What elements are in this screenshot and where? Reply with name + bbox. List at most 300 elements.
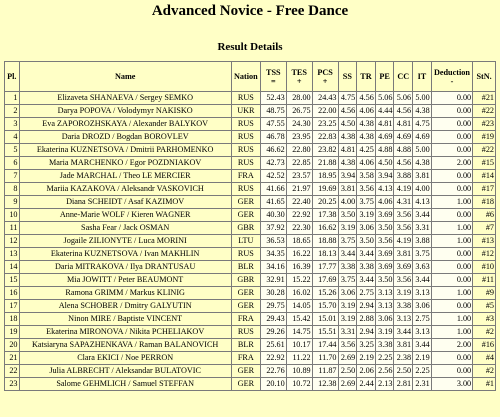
cell-place: 20 [5,339,20,352]
cell-pcs: 22.00 [312,105,338,118]
cell-cc: 3.19 [394,287,413,300]
cell-place: 19 [5,326,20,339]
cell-it: 4.75 [413,118,432,131]
cell-name: Julia ALBRECHT / Aleksandar BULATOVIC [19,365,231,378]
cell-nation: BLR [231,339,260,352]
col-header-deduction-label: Deduction [433,67,470,77]
cell-pe: 4.81 [375,118,394,131]
cell-deduction: 0.00 [431,365,472,378]
cell-pcs: 15.51 [312,326,338,339]
cell-tes: 24.30 [286,118,312,131]
cell-pcs: 15.70 [312,300,338,313]
page-subtitle: Result Details [217,41,283,53]
cell-ss: 3.75 [338,235,357,248]
table-row [5,248,496,261]
cell-pe: 4.50 [375,157,394,170]
cell-tss: 25.61 [260,339,286,352]
cell-ss: 3.81 [338,183,357,196]
cell-name: Ekaterina MIRONOVA / Nikita PCHELIAKOV [19,326,231,339]
cell-place: 6 [5,157,20,170]
cell-tes: 22.40 [286,196,312,209]
cell-deduction: 1.00 [431,235,472,248]
cell-tss: 46.78 [260,131,286,144]
cell-it: 4.38 [413,105,432,118]
cell-cc: 2.81 [394,378,413,391]
cell-tes: 15.22 [286,274,312,287]
cell-tr: 4.38 [357,118,376,131]
cell-start-number: #17 [473,183,496,196]
cell-place: 22 [5,365,20,378]
cell-name: Eva ZAPOROZHSKAYA / Alexander BALYKOV [19,118,231,131]
cell-pe: 4.06 [375,196,394,209]
results-table [4,61,496,391]
cell-name: Ramona GRIMM / Markus KLINIG [19,287,231,300]
cell-deduction: 1.00 [431,313,472,326]
cell-nation: GER [231,378,260,391]
cell-tes: 10.72 [286,378,312,391]
cell-pe: 3.94 [375,170,394,183]
cell-tes: 16.02 [286,287,312,300]
cell-tss: 42.52 [260,170,286,183]
cell-tss: 41.65 [260,196,286,209]
cell-it: 3.63 [413,261,432,274]
cell-name: Sasha Fear / Jack OSMAN [19,222,231,235]
results-body [5,92,496,391]
table-row [5,339,496,352]
cell-tr: 2.06 [357,365,376,378]
cell-pcs: 17.77 [312,261,338,274]
cell-ss: 3.19 [338,222,357,235]
col-header-ss: SS [338,62,357,92]
cell-nation: FRA [231,352,260,365]
cell-pe: 2.25 [375,352,394,365]
cell-ss: 3.50 [338,209,357,222]
cell-tes: 11.22 [286,352,312,365]
cell-tss: 20.10 [260,378,286,391]
cell-tss: 32.91 [260,274,286,287]
cell-tr: 2.75 [357,287,376,300]
table-row [5,222,496,235]
cell-it: 3.75 [413,248,432,261]
cell-place: 12 [5,235,20,248]
cell-pcs: 17.38 [312,209,338,222]
cell-cc: 2.38 [394,352,413,365]
cell-tss: 22.92 [260,352,286,365]
table-row [5,209,496,222]
cell-tes: 22.92 [286,209,312,222]
cell-tss: 40.30 [260,209,286,222]
cell-nation: GER [231,196,260,209]
cell-cc: 3.69 [394,261,413,274]
cell-start-number: #2 [473,365,496,378]
cell-cc: 4.69 [394,131,413,144]
cell-tes: 10.17 [286,339,312,352]
cell-pe: 3.13 [375,300,394,313]
cell-it: 3.44 [413,339,432,352]
cell-pcs: 15.01 [312,313,338,326]
cell-it: 3.13 [413,287,432,300]
cell-tss: 29.43 [260,313,286,326]
cell-tr: 3.44 [357,248,376,261]
cell-nation: RUS [231,183,260,196]
cell-tss: 34.35 [260,248,286,261]
cell-tss: 36.53 [260,235,286,248]
cell-pe: 4.69 [375,131,394,144]
cell-it: 5.00 [413,144,432,157]
cell-cc: 3.56 [394,209,413,222]
cell-nation: RUS [231,118,260,131]
cell-ss: 4.00 [338,196,357,209]
cell-nation: GBR [231,274,260,287]
cell-place: 10 [5,209,20,222]
cell-it: 3.81 [413,170,432,183]
cell-cc: 3.81 [394,339,413,352]
cell-ss: 4.75 [338,92,357,105]
col-header-stn: StN. [473,62,496,92]
col-header-nation: Nation [231,62,260,92]
cell-start-number: #1 [473,378,496,391]
cell-place: 7 [5,170,20,183]
cell-place: 14 [5,261,20,274]
cell-cc: 3.56 [394,274,413,287]
cell-cc: 4.19 [394,183,413,196]
col-header-pl: Pl. [5,62,20,92]
cell-pcs: 15.26 [312,287,338,300]
cell-nation: RUS [231,131,260,144]
table-row [5,261,496,274]
cell-start-number: #9 [473,287,496,300]
cell-pe: 4.13 [375,183,394,196]
col-header-it: IT [413,62,432,92]
col-header-deduction [431,62,472,92]
cell-start-number: #23 [473,118,496,131]
cell-name: Clara EKICI / Noe PERRON [19,352,231,365]
cell-tes: 23.95 [286,131,312,144]
table-row [5,378,496,391]
cell-pcs: 12.38 [312,378,338,391]
cell-cc: 3.81 [394,248,413,261]
cell-it: 4.38 [413,157,432,170]
cell-tss: 48.75 [260,105,286,118]
cell-pcs: 17.44 [312,339,338,352]
cell-it: 2.19 [413,352,432,365]
col-header-tss-op: = [270,76,276,86]
cell-place: 17 [5,300,20,313]
cell-place: 11 [5,222,20,235]
cell-ss: 3.38 [338,261,357,274]
cell-ss: 2.50 [338,365,357,378]
cell-deduction: 2.00 [431,339,472,352]
cell-place: 4 [5,131,20,144]
cell-cc: 3.13 [394,313,413,326]
cell-start-number: #13 [473,235,496,248]
col-header-pcs-op: + [322,76,328,86]
cell-nation: GER [231,209,260,222]
cell-nation: GER [231,287,260,300]
cell-pe: 3.19 [375,326,394,339]
cell-name: Darya POPOVA / Volodymyr NAKISKO [19,105,231,118]
cell-pcs: 11.70 [312,352,338,365]
cell-name: Alena SCHOBER / Dmitry GALYUTIN [19,300,231,313]
cell-tes: 16.22 [286,248,312,261]
cell-ss: 3.19 [338,300,357,313]
table-row [5,131,496,144]
col-header-tr: TR [357,62,376,92]
cell-tes: 16.39 [286,261,312,274]
cell-tss: 46.62 [260,144,286,157]
cell-tes: 28.00 [286,92,312,105]
cell-pcs: 24.43 [312,92,338,105]
cell-start-number: #19 [473,131,496,144]
table-row [5,287,496,300]
table-row [5,326,496,339]
cell-tr: 3.06 [357,222,376,235]
cell-name: Maria MARCHENKO / Egor POZDNIAKOV [19,157,231,170]
cell-place: 16 [5,287,20,300]
cell-start-number: #11 [473,274,496,287]
table-row [5,157,496,170]
cell-deduction: 2.00 [431,157,472,170]
cell-place: 3 [5,118,20,131]
cell-deduction: 0.00 [431,118,472,131]
cell-pcs: 11.87 [312,365,338,378]
cell-pe: 3.13 [375,287,394,300]
cell-place: 8 [5,183,20,196]
cell-nation: BLR [231,261,260,274]
cell-nation: UKR [231,105,260,118]
cell-deduction: 0.00 [431,248,472,261]
col-header-tss-label: TSS [266,67,281,77]
cell-tr: 4.06 [357,105,376,118]
cell-pcs: 18.88 [312,235,338,248]
cell-start-number: #6 [473,209,496,222]
cell-deduction: 0.00 [431,352,472,365]
cell-deduction: 0.00 [431,300,472,313]
cell-pcs: 19.69 [312,183,338,196]
cell-place: 23 [5,378,20,391]
cell-tr: 2.94 [357,300,376,313]
cell-nation: GBR [231,222,260,235]
col-header-pe: PE [375,62,394,92]
col-header-tss [260,62,286,92]
cell-cc: 4.56 [394,157,413,170]
cell-it: 3.31 [413,222,432,235]
cell-ss: 3.19 [338,313,357,326]
cell-nation: FRA [231,170,260,183]
cell-deduction: 1.00 [431,196,472,209]
cell-deduction: 1.00 [431,287,472,300]
cell-it: 4.00 [413,183,432,196]
cell-pe: 3.56 [375,235,394,248]
cell-tes: 18.65 [286,235,312,248]
cell-deduction: 0.00 [431,274,472,287]
cell-cc: 4.19 [394,235,413,248]
cell-tss: 52.43 [260,92,286,105]
cell-pcs: 17.69 [312,274,338,287]
cell-pcs: 20.25 [312,196,338,209]
cell-name: Diana SCHEIDT / Asaf KAZIMOV [19,196,231,209]
cell-tr: 3.38 [357,261,376,274]
table-row [5,274,496,287]
cell-ss: 4.81 [338,144,357,157]
cell-name: Mariia KAZAKOVA / Aleksandr VASKOVICH [19,183,231,196]
cell-pcs: 23.82 [312,144,338,157]
cell-place: 1 [5,92,20,105]
table-row [5,92,496,105]
cell-cc: 5.06 [394,92,413,105]
cell-deduction: 0.00 [431,144,472,157]
cell-ss: 4.50 [338,118,357,131]
col-header-tes [286,62,312,92]
cell-start-number: #21 [473,92,496,105]
cell-name: Jade MARCHAL / Theo LE MERCIER [19,170,231,183]
cell-pe: 4.44 [375,105,394,118]
cell-start-number: #10 [473,261,496,274]
cell-it: 3.44 [413,209,432,222]
cell-deduction: 0.00 [431,105,472,118]
cell-pe: 3.69 [375,248,394,261]
cell-nation: LTU [231,235,260,248]
cell-tr: 4.06 [357,157,376,170]
cell-start-number: #5 [473,300,496,313]
cell-name: Ekaterina KUZNETSOVA / Ivan MAKHLIN [19,248,231,261]
cell-tes: 23.57 [286,170,312,183]
table-row [5,235,496,248]
cell-start-number: #14 [473,170,496,183]
cell-name: Mia JOWITT / Peter BEAUMONT [19,274,231,287]
cell-tr: 4.25 [357,144,376,157]
cell-nation: RUS [231,157,260,170]
cell-it: 4.69 [413,131,432,144]
cell-cc: 4.56 [394,105,413,118]
cell-tes: 10.89 [286,365,312,378]
cell-tss: 22.76 [260,365,286,378]
cell-cc: 3.38 [394,300,413,313]
cell-pe: 2.13 [375,378,394,391]
cell-tes: 22.30 [286,222,312,235]
cell-start-number: #2 [473,326,496,339]
cell-place: 13 [5,248,20,261]
cell-tr: 3.75 [357,196,376,209]
cell-name: Katsiaryna SAPAZHENKAVA / Raman BALANOVICH [19,339,231,352]
cell-tr: 2.94 [357,326,376,339]
cell-ss: 3.56 [338,339,357,352]
cell-it: 3.44 [413,274,432,287]
cell-tss: 34.16 [260,261,286,274]
cell-pe: 4.88 [375,144,394,157]
cell-ss: 3.06 [338,287,357,300]
cell-ss: 4.38 [338,131,357,144]
cell-tr: 4.38 [357,131,376,144]
table-row [5,183,496,196]
cell-tr: 2.44 [357,378,376,391]
table-row [5,196,496,209]
cell-nation: RUS [231,144,260,157]
cell-ss: 3.31 [338,326,357,339]
cell-tss: 42.73 [260,157,286,170]
cell-nation: RUS [231,92,260,105]
cell-deduction: 0.00 [431,131,472,144]
cell-name: Ekaterina KUZNETSOVA / Dmitrii PARHOMENKO [19,144,231,157]
cell-start-number: #15 [473,157,496,170]
cell-tes: 22.85 [286,157,312,170]
cell-tss: 30.28 [260,287,286,300]
cell-pcs: 18.13 [312,248,338,261]
cell-tr: 3.44 [357,274,376,287]
cell-deduction: 0.00 [431,261,472,274]
cell-cc: 2.50 [394,365,413,378]
table-row [5,144,496,157]
cell-ss: 4.38 [338,157,357,170]
cell-tr: 3.56 [357,183,376,196]
cell-tes: 15.42 [286,313,312,326]
col-header-pcs-label: PCS [317,67,333,77]
cell-name: Jogaile ZILIONYTE / Luca MORINI [19,235,231,248]
table-row [5,170,496,183]
cell-tes: 14.75 [286,326,312,339]
cell-cc: 4.81 [394,118,413,131]
cell-tes: 14.05 [286,300,312,313]
cell-place: 15 [5,274,20,287]
cell-deduction: 0.00 [431,92,472,105]
cell-tr: 2.88 [357,313,376,326]
cell-ss: 2.69 [338,378,357,391]
cell-tr: 3.19 [357,209,376,222]
cell-place: 21 [5,352,20,365]
cell-name: Elizaveta SHANAEVA / Sergey SEMKO [19,92,231,105]
cell-tr: 3.58 [357,170,376,183]
cell-tss: 29.26 [260,326,286,339]
cell-it: 2.31 [413,378,432,391]
cell-tes: 26.75 [286,105,312,118]
cell-it: 2.25 [413,365,432,378]
cell-pcs: 16.62 [312,222,338,235]
cell-pe: 3.06 [375,313,394,326]
table-row [5,118,496,131]
cell-name: Anne-Marie WOLF / Kieren WAGNER [19,209,231,222]
cell-deduction: 1.00 [431,326,472,339]
col-header-pcs [312,62,338,92]
cell-start-number: #7 [473,222,496,235]
header-row [5,62,496,92]
cell-ss: 2.69 [338,352,357,365]
table-row [5,300,496,313]
cell-pe: 3.50 [375,222,394,235]
cell-it: 2.75 [413,313,432,326]
cell-deduction: 0.00 [431,209,472,222]
cell-ss: 3.94 [338,170,357,183]
cell-start-number: #16 [473,339,496,352]
cell-ss: 4.56 [338,105,357,118]
cell-pcs: 18.95 [312,170,338,183]
cell-it: 3.06 [413,300,432,313]
cell-tr: 3.50 [357,235,376,248]
cell-it: 3.13 [413,326,432,339]
cell-pcs: 22.83 [312,131,338,144]
cell-deduction: 1.00 [431,222,472,235]
cell-place: 9 [5,196,20,209]
cell-cc: 3.56 [394,222,413,235]
cell-place: 5 [5,144,20,157]
cell-place: 2 [5,105,20,118]
cell-deduction: 3.00 [431,378,472,391]
cell-tss: 37.92 [260,222,286,235]
cell-it: 4.13 [413,196,432,209]
cell-deduction: 0.00 [431,183,472,196]
cell-name: Salome GEHMLICH / Samuel STEFFAN [19,378,231,391]
cell-name: Daria DROZD / Bogdan BOROVLEV [19,131,231,144]
cell-pe: 3.69 [375,261,394,274]
